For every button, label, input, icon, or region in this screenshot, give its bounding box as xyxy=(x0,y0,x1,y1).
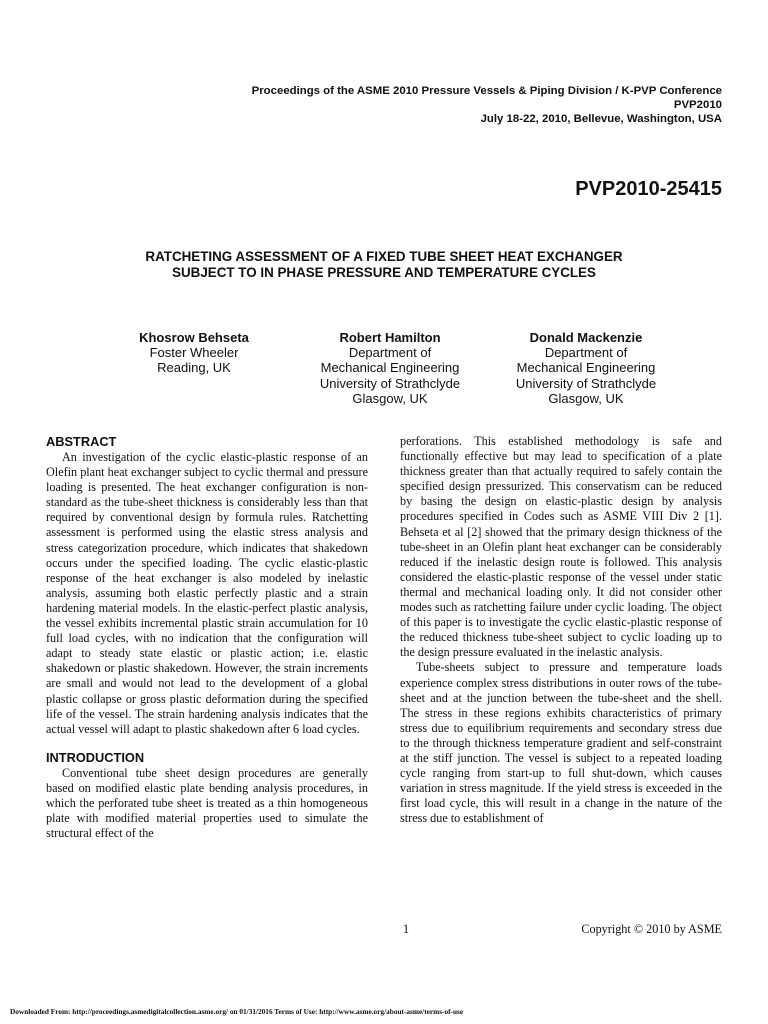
page-number: 1 xyxy=(403,922,410,936)
conference-date-location: July 18-22, 2010, Bellevue, Washington, USA xyxy=(480,113,722,125)
author-university: University of Strathclyde xyxy=(515,375,657,391)
author-university: University of Strathclyde xyxy=(319,375,461,391)
introduction-paragraph-1: Conventional tube sheet design procedures are generally based on modified elastic plate bending analysis procedures, in which the perforated tube sheet is treated as a thin homogeneous plate with modified material properties used to simulate the structural effect of the xyxy=(46,765,368,841)
introduction-paragraph-1-continued: perforations. This established methodology is safe and functionally effective but may lead to specification of a plate thickness greater than that actually required to safely contain the specified design pressurized. This conservatism can be reduced by basing the design on elastic-plastic design by analysis procedures specified in Codes such as ASME VIII Div 2 [1]. Behseta et al [2] showed that the primary design thickness of the tube-sheet in an Olefin plant heat exchanger can be considerably reduced if the inelastic design route is followed. This analysis considered the elastic-plastic response of the vessel under static thermal and mechanical loading only. It did not consider other modes such as ratchetting failure under cyclic loading. The object of this paper is to investigate the cyclic elastic-plastic response of the reduced thickness tube-sheet subject to cyclic loading up to the design pressure evaluated in the inelastic analysis. xyxy=(400,434,722,660)
abstract-text: An investigation of the cyclic elastic-plastic response of an Olefin plant heat exchanger subject to cyclic thermal and pressure loading is presented. The heat exchanger configuration is non-standard as the tube-sheet thickness is considerably less than that required by conventional design by formula rules. Ratchetting assessment is performed using the elastic stress analysis and stress categorization procedure, which indicates that shakedown occurs under the specified loading. The cyclic elastic-plastic response of the heat exchanger is also modeled by inelastic analysis, assuming both elastic perfectly plastic and a strain hardening material models. In the elastic-perfect plastic analysis, the vessel exhibits incremental plastic strain accumulation for 10 full load cycles, with no indication that the configuration will adapt to steady state elastic or plastic action; i.e. elastic shakedown or plastic shakedown. However, the strain increments are small and would not lead to the development of a global plastic collapse or gross plastic deformation during the specified life of the vessel. The strain hardening analysis indicates that the actual vessel will adapt to plastic shakedown after 6 load cycles. xyxy=(46,450,368,736)
paper-title xyxy=(46,249,722,281)
author-department-name: Mechanical Engineering xyxy=(320,360,460,376)
paper-id: PVP2010-25415 xyxy=(575,178,722,200)
left-column xyxy=(46,434,368,841)
conference-name: Proceedings of the ASME 2010 Pressure Vessels & Piping Division / K-PVP Conference xyxy=(251,85,722,97)
copyright-notice: Copyright © 2010 by ASME xyxy=(581,922,722,936)
author-location: Glasgow, UK xyxy=(352,390,428,406)
author-location: Reading, UK xyxy=(157,360,231,376)
author-name: Robert Hamilton xyxy=(339,330,441,345)
author-department: Department of xyxy=(544,345,628,361)
abstract-heading: ABSTRACT xyxy=(46,434,117,449)
author-block xyxy=(94,330,294,376)
author-name: Khosrow Behseta xyxy=(139,330,249,345)
introduction-paragraph-2: Tube-sheets subject to pressure and temperature loads experience complex stress distributions in outer rows of the tube-sheet and at the junction between the tube-sheet and the shell. The stress in these regions exhibits characteristics of primary stress due to equilibrium requirements and secondary stress due to the through thickness temperature gradient and self-constraint at the stiff junction. The vessel is subject to a repeated loading cycle ranging from start-up to full shut-down, which causes variation in stress magnitude. If the yield stress is exceeded in the first load cycle, this will result in a change in the nature of the stress due to establishment of xyxy=(400,660,722,826)
conference-code: PVP2010 xyxy=(673,99,722,111)
introduction-heading: INTRODUCTION xyxy=(46,749,145,765)
conference-header xyxy=(252,84,722,126)
author-block xyxy=(290,330,490,406)
title-line-2: SUBJECT TO IN PHASE PRESSURE AND TEMPERATURE CYCLES xyxy=(172,265,596,280)
author-name: Donald Mackenzie xyxy=(529,330,643,345)
right-column xyxy=(400,434,722,826)
author-affiliation: Foster Wheeler xyxy=(149,345,239,361)
title-line-1: RATCHETING ASSESSMENT OF A FIXED TUBE SHEET HEAT EXCHANGER xyxy=(145,249,623,264)
author-department-name: Mechanical Engineering xyxy=(516,360,656,376)
author-location: Glasgow, UK xyxy=(548,390,624,406)
author-block xyxy=(486,330,686,406)
author-department: Department of xyxy=(348,345,432,361)
download-notice: Downloaded From: http://proceedings.asmedigitalcollection.asme.org/ on 01/31/2016 Terms of Use: http://www.asme.org/about-asme/terms-of-use xyxy=(10,1007,464,1016)
